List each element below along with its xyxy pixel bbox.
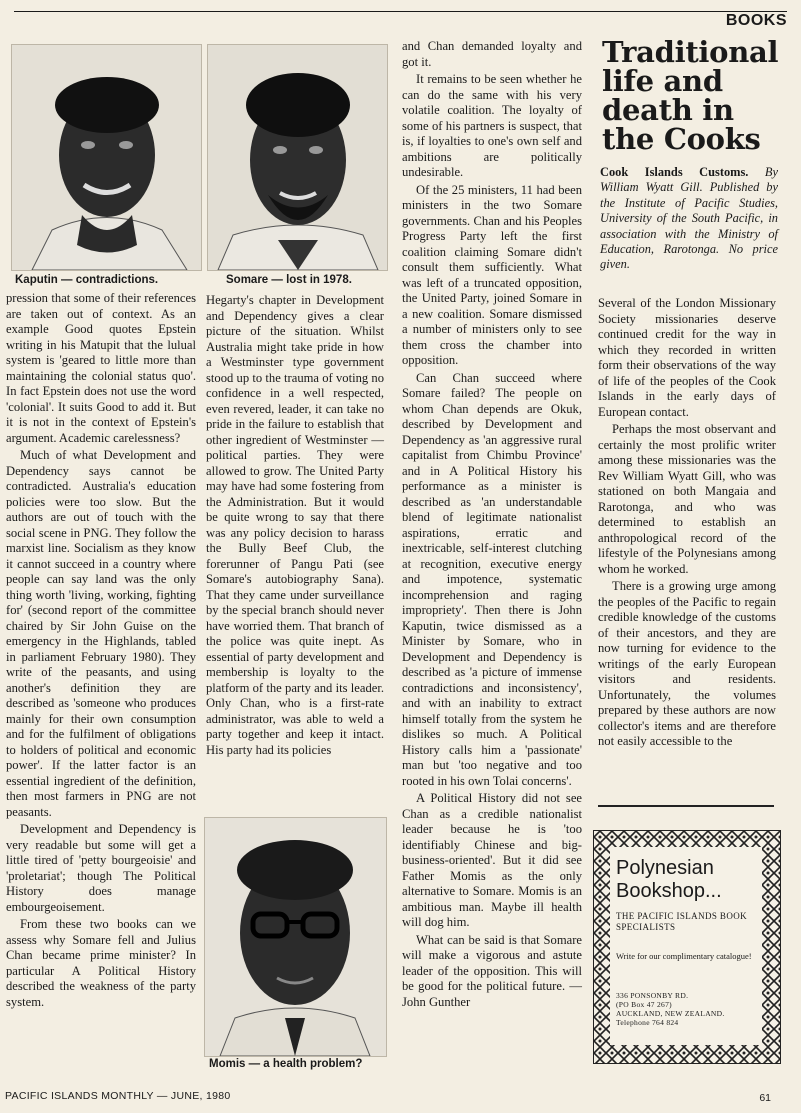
somare-caption: Somare — lost in 1978. — [226, 274, 352, 286]
ad-title: Polynesian Bookshop... — [616, 857, 722, 902]
ad-address — [616, 991, 766, 1027]
col2-paragraph: Hegarty's chapter in Development and Dependency gives a clear picture of the situation. Whilst Australia might take pride in how a Westminster type government stood up to the trauma of voting no confidence in a well respected, even revered, leader, it can take no pride in the failure to establish that other ingredient of Westminster — political parties. They were allowed to grow. The United Party may have had some fostering from the Administration. But it would be quite wrong to say that there was any policy decision to harass the Bully Beef Club, the forerunner of Pangu Pati (see Somare's autobiography Sana). That they came under surveillance by the special branch should never have worried them. That branch of the police was quite inept. As essential of party development and membership is loyalty to the platform of the party and its leader. Only Chan, who is a first-rate administrator, was able to weld a party together and keep it intact. His party had its policies — [206, 293, 384, 757]
page-number: 61 — [759, 1092, 771, 1104]
book-publication: By William Wyatt Gill. Published by the Institute of Pacific Studies, University of the South Pacific, in association with the Ministry of Education, Rarotonga. No price given. — [600, 165, 778, 272]
col3-paragraph: and Chan demanded loyalty and got it. — [402, 39, 582, 69]
book-details — [600, 165, 778, 273]
col1-paragraph: From these two books can we assess why Somare fell and Julius Chan became prime minister? In particular A Political History described the weakness of the party system. — [6, 917, 196, 1009]
ad-subtitle: THE PACIFIC ISLANDS BOOK SPECIALISTS — [616, 911, 748, 932]
footer-publication: PACIFIC ISLANDS MONTHLY — JUNE, 1980 — [5, 1090, 231, 1102]
col1-paragraph: Development and Dependency is very readable but some will get a little tired of 'petty bourgeoisie' and 'proletariat'; though The Political History does manage embourgeoisement. — [6, 822, 196, 914]
review-headline: Traditional life and death in the Cooks — [602, 35, 779, 156]
ad-address-line: AUCKLAND, NEW ZEALAND. — [616, 1009, 725, 1018]
col3-paragraph: Can Chan succeed where Somare failed? The people on whom Chan depends are Okuk, described by Development and Dependency as 'an aggressive rural capitalist from Chimbu Province' and in A Political History his performance as a minister is described as 'an understandable blend of legitimate nationalist aspirations, erratic and inextricable, self-interest clutching at recognition, executive energy and impotence, systematic incomprehension and raging impropriety'. Then there is John Kaputin, twice dismissed as a Minister by Somare, who in Development and Dependency is described as 'a picture of immense contradictions and inconsistency', and with an inability to extract himself totally from the system he dislikes so much. A Political History calls him a 'passionate' man but 'too negative and too rooted in his own Tolai concerns'. — [402, 370, 582, 788]
col1-paragraph: Much of what Development and Dependency says cannot be contradicted. Australia's education policies were too slow. But the authors are out of touch with the social scene in PNG. They follow the marxist line. Socialism as they know it cannot succeed in a country where people can say land was the only thing worth 'living, working, fighting for' (second report of the committee chaired by Sir John Guise on the emergency in the Highlands, tabled in parliament February 1980). They write of the peasants, and using another's definition they are described as 'someone who produces mainly for their own consumption and for the fulfilment of obligations to holders of political and economic power'. If the latter factor is an essential ingredient of the definition, then most farmers in PNG are not peasants. — [6, 448, 196, 819]
col3-paragraph: Of the 25 ministers, 11 had been ministers in the two Somare governments. Chan and his Peoples Progress Party left the first coalition claiming Somare didn't consult them sufficiently. What was left of a truncated opposition, the United Party, joined Somare in a new coalition. Somare dismissed a number of ministers only to see them cross the chamber into opposition. — [402, 182, 582, 367]
col3-paragraph: A Political History did not see Chan as a credible nationalist leader because he is 'too identifiably Chinese and big-business-oriented'. But it did see Father Momis as the only alternative to Somare. Momis is an ambitious man. Maybe ill health will dog him. — [402, 791, 582, 929]
ad-address-line: (PO Box 47 267) — [616, 1000, 672, 1009]
article-column-3 — [402, 39, 582, 1010]
header-rule — [14, 11, 787, 12]
momis-caption: Momis — a health problem? — [209, 1058, 363, 1070]
article-column-1 — [6, 291, 196, 1010]
momis-photo — [204, 817, 387, 1057]
ad-address-line: Telephone 764 824 — [616, 1018, 679, 1027]
somare-photo — [207, 44, 388, 271]
bookshop-advertisement — [593, 830, 781, 1064]
column-rule — [598, 805, 774, 807]
col1-paragraph: pression that some of their references are taken out of context. As an example Good quotes Epstein writing in his Matupit that the lulual system is 'geared to little more than maintaining the colonial status quo'. In fact Epstein does not use the word 'colonial'. It suits Good to add it. But it is not in the context of Epstein's argument. Academic carelessness? — [6, 291, 196, 445]
review-paragraph: Several of the London Missionary Society missionaries deserve continued credit for the way in which they recorded in written form their observations of the way of life of the peoples of the Cook Islands in the early days of European contact. — [598, 296, 776, 419]
col3-paragraph: It remains to be seen whether he can do the same with his very volatile coalition. The loyalty of some of his partners is suspect, that is, if loyalties to one's own self and ambitions are politically undesirable. — [402, 72, 582, 179]
review-column — [598, 296, 776, 750]
ad-address-line: 336 PONSONBY RD. — [616, 991, 689, 1000]
book-title: Cook Islands Customs. — [600, 165, 749, 179]
review-paragraph: Perhaps the most observant and certainly the most prolific writer among these missionaries was the Rev William Wyatt Gill, who was stationed on both Mangaia and Rarotonga, and who was determined to establish an anthropological record of the lifestyle of the Polynesians among whom he worked. — [598, 422, 776, 576]
kaputin-caption: Kaputin — contradictions. — [15, 274, 159, 286]
review-paragraph: There is a growing urge among the peoples of the Pacific to regain credible knowledge of the customs of their ancestors, and they are now turning for evidence to the writings of the early European visitors and residents. Unfortunately, the volumes prepared by these authors are now collector's items and are therefore not easily accessible to the — [598, 579, 776, 748]
ad-catalogue-offer: Write for our complimentary catalogue! — [616, 951, 752, 961]
article-column-2 — [206, 293, 384, 758]
kaputin-photo — [11, 44, 202, 271]
section-label: BOOKS — [725, 12, 787, 29]
col3-paragraph: What can be said is that Somare will make a vigorous and astute leader of the opposition. This will be good for the political future. — John Gunther — [402, 932, 582, 1009]
